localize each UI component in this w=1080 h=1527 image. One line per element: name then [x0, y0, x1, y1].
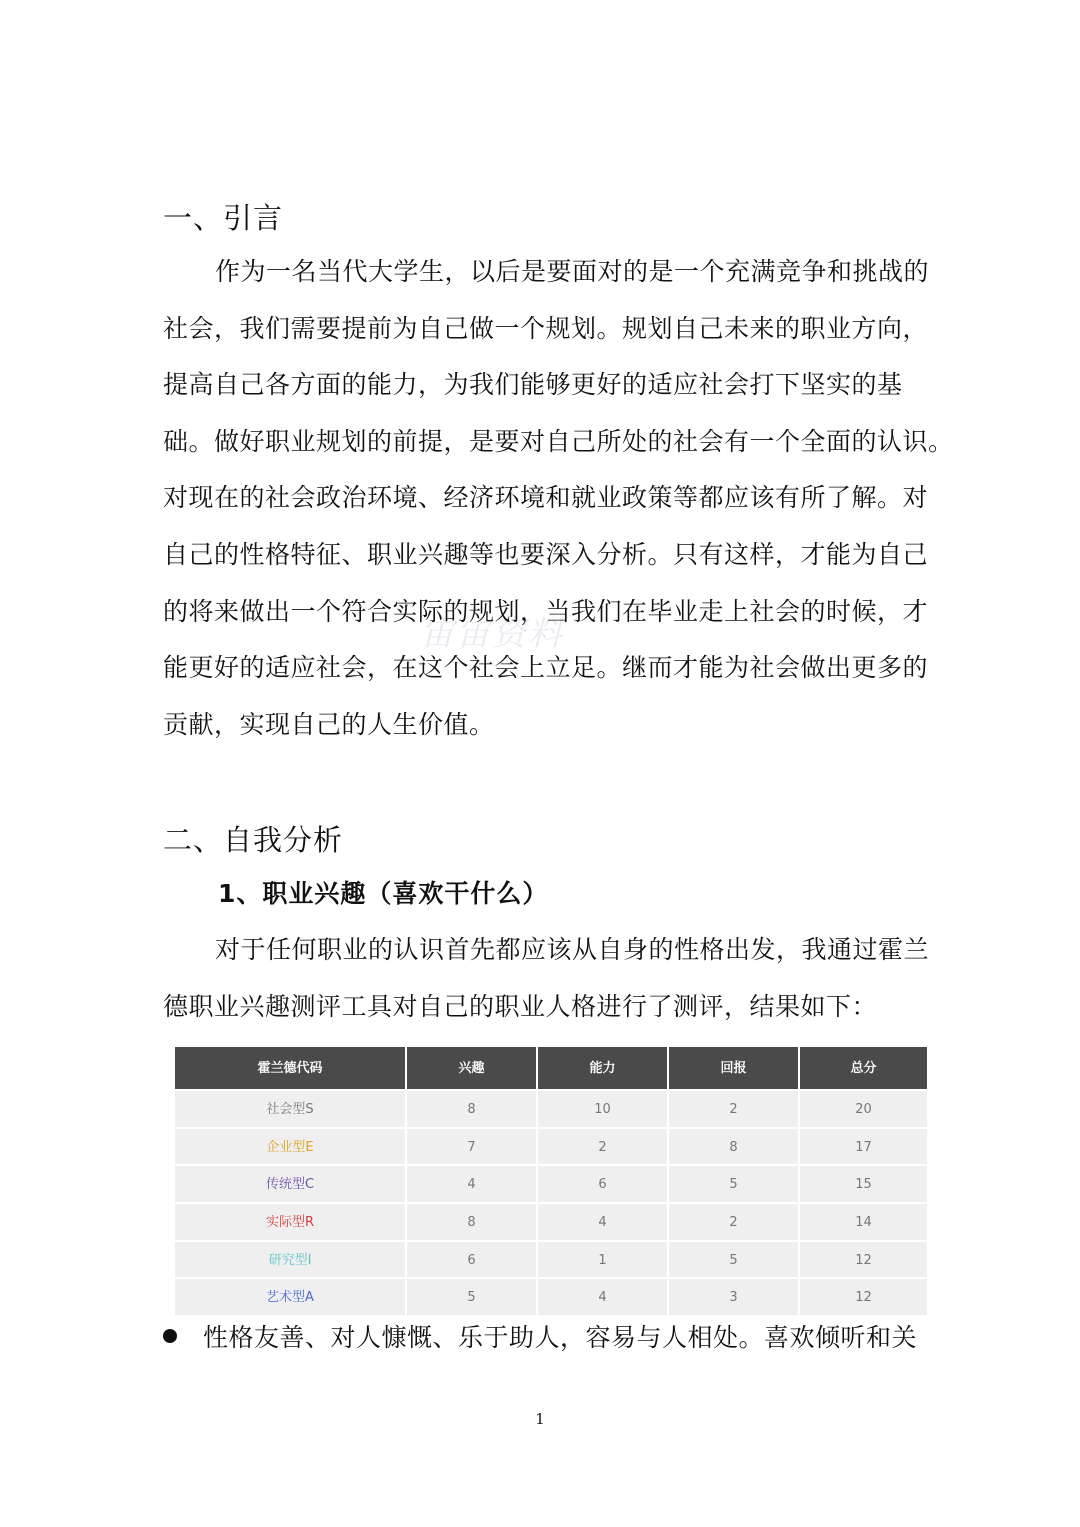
paragraph-line: 作为一名当代大学生，以后是要面对的是一个充满竞争和挑战的 [215, 257, 930, 286]
paragraph-line: 础。做好职业规划的前提，是要对自己所处的社会有一个全面的认识。 [163, 426, 954, 456]
table-cell: 5 [407, 1279, 538, 1317]
page-number: 1 [535, 1410, 545, 1428]
table-cell: 4 [538, 1204, 669, 1242]
table-cell-type: 实际型R [175, 1204, 407, 1242]
table-cell: 8 [669, 1129, 800, 1167]
bullet-dot-icon [163, 1329, 177, 1343]
table-cell-type: 研究型I [175, 1242, 407, 1280]
table-row [175, 1166, 929, 1204]
watermark: 宙宙资料 [420, 614, 564, 654]
table-cell-type: 艺术型A [175, 1279, 407, 1317]
table-body [175, 1091, 929, 1317]
paragraph-line: 贡献，实现自己的人生价值。 [163, 709, 495, 739]
paragraph-line: 对于任何职业的认识首先都应该从自身的性格出发，我通过霍兰 [215, 935, 930, 964]
table-header-cell: 回报 [669, 1047, 800, 1091]
paragraph-line: 德职业兴趣测评工具对自己的职业人格进行了测评，结果如下： [163, 991, 878, 1021]
table-cell: 4 [538, 1279, 669, 1317]
subheading-career-interest: 1、职业兴趣（喜欢干什么） [218, 879, 549, 908]
table-cell-type: 社会型S [175, 1091, 407, 1129]
table-cell: 7 [407, 1129, 538, 1167]
table-row [175, 1091, 929, 1129]
table-cell: 2 [669, 1091, 800, 1129]
intro-paragraph [163, 244, 954, 753]
table-row [175, 1129, 929, 1167]
paragraph-line: 社会，我们需要提前为自己做一个规划。规划自己未来的职业方向， [163, 313, 929, 343]
table-cell: 12 [800, 1279, 929, 1317]
paragraph-line: 对现在的社会政治环境、经济环境和就业政策等都应该有所了解。对 [163, 483, 929, 513]
bullet-item [163, 1318, 917, 1354]
table-cell: 2 [538, 1129, 669, 1167]
table-cell: 10 [538, 1091, 669, 1129]
table-cell: 4 [407, 1166, 538, 1204]
table-header-row [175, 1047, 929, 1091]
table-cell: 12 [800, 1242, 929, 1280]
bullet-text: 性格友善、对人慷慨、乐于助人，容易与人相处。喜欢倾听和关 [203, 1323, 918, 1352]
table-cell: 20 [800, 1091, 929, 1129]
table-cell: 6 [538, 1166, 669, 1204]
table-row [175, 1204, 929, 1242]
table-cell: 6 [407, 1242, 538, 1280]
paragraph-line: 能更好的适应社会，在这个社会上立足。继而才能为社会做出更多的 [163, 653, 929, 683]
table-cell: 8 [407, 1204, 538, 1242]
table-cell: 17 [800, 1129, 929, 1167]
section-heading-intro: 一、引言 [163, 201, 284, 235]
table-cell: 5 [669, 1166, 800, 1204]
table-cell: 14 [800, 1204, 929, 1242]
table-cell: 3 [669, 1279, 800, 1317]
table-cell: 8 [407, 1091, 538, 1129]
table-header-cell: 兴趣 [407, 1047, 538, 1091]
holland-code-table [175, 1047, 929, 1317]
table-cell-type: 企业型E [175, 1129, 407, 1167]
table-header-cell: 能力 [538, 1047, 669, 1091]
table-cell: 15 [800, 1166, 929, 1204]
table-cell: 2 [669, 1204, 800, 1242]
paragraph-line: 的将来做出一个符合实际的规划，当我们在毕业走上社会的时候，才 [163, 596, 929, 626]
section-heading-self-analysis: 二、自我分析 [163, 823, 344, 857]
table-row [175, 1279, 929, 1317]
table-header-cell: 总分 [800, 1047, 929, 1091]
interest-paragraph [163, 922, 930, 1035]
table-cell: 1 [538, 1242, 669, 1280]
table-cell-type: 传统型C [175, 1166, 407, 1204]
paragraph-line: 提高自己各方面的能力，为我们能够更好的适应社会打下坚实的基 [163, 370, 903, 400]
paragraph-line: 自己的性格特征、职业兴趣等也要深入分析。只有这样，才能为自己 [163, 539, 929, 569]
table-row [175, 1242, 929, 1280]
table-header-cell: 霍兰德代码 [175, 1047, 407, 1091]
table-cell: 5 [669, 1242, 800, 1280]
